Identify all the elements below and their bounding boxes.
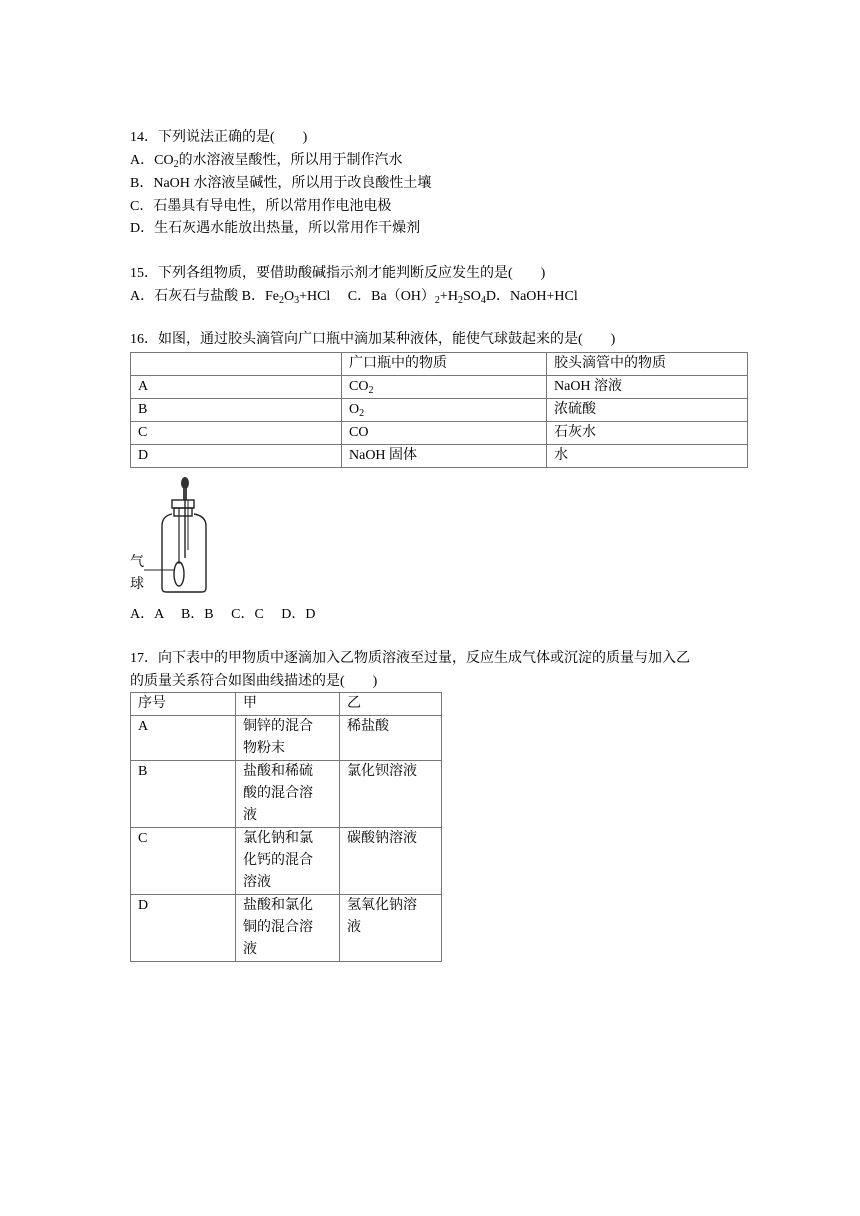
q14-option-a: A．$CO_2$的水溶液呈酸性，所以用于制作汽水 xyxy=(130,153,403,170)
table-row xyxy=(131,895,442,962)
dropper-bulb xyxy=(181,477,189,489)
table-cell: NaOH 溶液 xyxy=(547,376,748,399)
table-cell: 广口瓶中的物质 xyxy=(342,353,547,376)
table-row xyxy=(131,376,748,399)
q14-option-c: C．石墨具有导电性，所以常用作电池电极 xyxy=(130,199,392,214)
table-cell: 石灰水 xyxy=(547,422,748,445)
table-cell: 乙 xyxy=(340,693,442,716)
table-row xyxy=(131,716,442,761)
table-cell: 浓硫酸 xyxy=(547,399,748,422)
table-cell: CO xyxy=(342,422,547,445)
q14-stem: 14．下列说法正确的是( ) xyxy=(130,130,308,145)
table-cell: 胶头滴管中的物质 xyxy=(547,353,748,376)
table-cell: 碳酸钠溶液 xyxy=(340,828,442,895)
balloon xyxy=(174,562,184,586)
q14-option-b: B．NaOH 水溶液呈碱性，所以用于改良酸性土壤 xyxy=(130,176,432,191)
table-cell: D xyxy=(131,895,236,962)
q15-stem: 15．下列各组物质，要借助酸碱指示剂才能判断反应发生的是( ) xyxy=(130,266,546,281)
table-cell: 氯化钡溶液 xyxy=(340,761,442,828)
table-row xyxy=(131,422,748,445)
table-cell: 序号 xyxy=(131,693,236,716)
table-cell: C xyxy=(131,422,342,445)
stopper-bottom xyxy=(174,508,192,516)
table-row xyxy=(131,828,442,895)
wide-mouth-bottle xyxy=(162,514,206,592)
table-cell: 氯化钠和氯 化钙的混合 溶液 xyxy=(236,828,340,895)
q16-options: A．A B．B C．C D．D xyxy=(130,607,316,622)
table-cell: A xyxy=(131,716,236,761)
table-header-row xyxy=(131,353,748,376)
table-cell: 甲 xyxy=(236,693,340,716)
figure-label-qiu: 球 xyxy=(130,576,144,592)
table-cell: 盐酸和氯化 铜的混合溶 液 xyxy=(236,895,340,962)
dropper-neck xyxy=(183,488,187,500)
table-cell: B xyxy=(131,761,236,828)
table-cell: NaOH 固体 xyxy=(342,445,547,468)
table-cell: A xyxy=(131,376,342,399)
q17-stem-line1: 17．向下表中的甲物质中逐滴加入乙物质溶液至过量，反应生成气体或沉淀的质量与加入乙 xyxy=(130,651,690,666)
table-cell: C xyxy=(131,828,236,895)
table-row xyxy=(131,399,748,422)
stopper-top xyxy=(172,500,194,508)
table-cell: B xyxy=(131,399,342,422)
table-cell: $O_2$ xyxy=(342,399,547,422)
table-cell: 铜锌的混合 物粉末 xyxy=(236,716,340,761)
q17-table xyxy=(130,692,442,962)
table-cell: 盐酸和稀硫 酸的混合溶 液 xyxy=(236,761,340,828)
table-cell: 水 xyxy=(547,445,748,468)
table-cell xyxy=(131,353,342,376)
q16-stem: 16．如图，通过胶头滴管向广口瓶中滴加某种液体，能使气球鼓起来的是( ) xyxy=(130,332,616,347)
table-header-row xyxy=(131,693,442,716)
table-cell: 稀盐酸 xyxy=(340,716,442,761)
q16-table xyxy=(130,352,748,468)
table-cell: 氢氧化钠溶 液 xyxy=(340,895,442,962)
table-cell: D xyxy=(131,445,342,468)
figure-label-qi: 气 xyxy=(130,554,144,570)
q15-options: A．石灰石与盐酸 B．$Fe_2O_3+HCl$ C．$Ba(OH)_2+H_2SO_4D$．NaOH+HCl xyxy=(130,289,578,306)
bottle-balloon-figure xyxy=(128,474,218,596)
table-cell: $CO_2$ xyxy=(342,376,547,399)
q14-option-d: D．生石灰遇水能放出热量，所以常用作干燥剂 xyxy=(130,221,421,236)
q17-stem-line2: 的质量关系符合如图曲线描述的是( ) xyxy=(130,674,378,689)
table-row xyxy=(131,761,442,828)
table-row xyxy=(131,445,748,468)
